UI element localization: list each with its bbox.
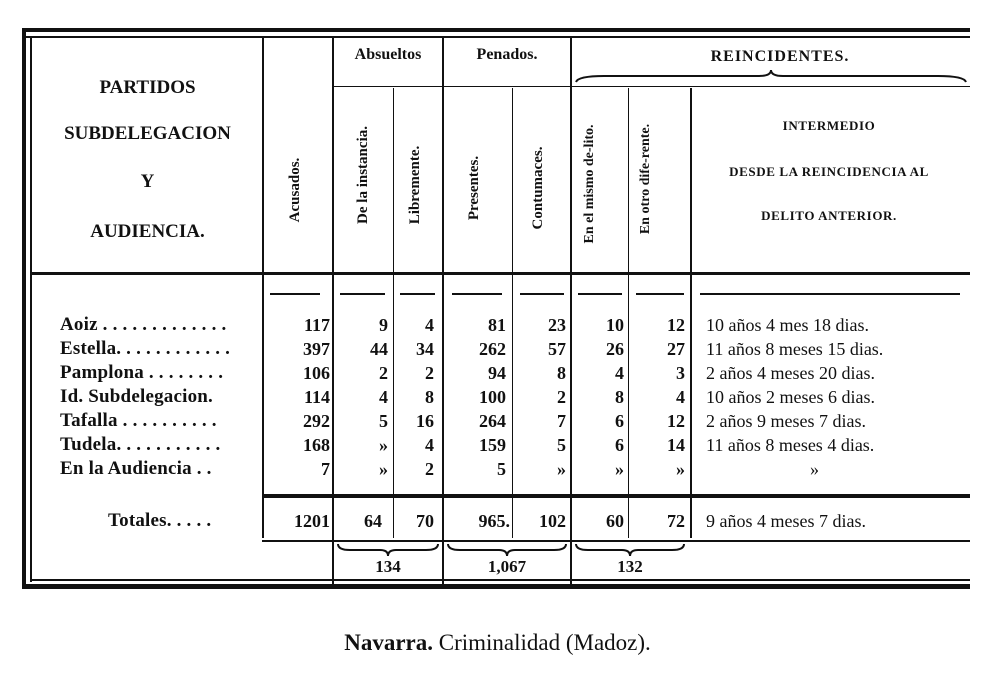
contumaces-cell: 57 [548,339,566,359]
header-dash [578,293,622,295]
bottom-border-inner [30,579,970,581]
absueltos-header: Absueltos [354,46,422,63]
instancia-cell: 4 [379,387,388,407]
instancia-cell: 2 [379,363,388,383]
totals-intermedio: 9 años 4 meses 7 dias. [706,511,866,531]
figure-caption [0,630,995,656]
contumaces-cell: 23 [548,315,566,335]
presentes-cell: 81 [488,315,506,335]
otro-cell: » [676,459,685,479]
reincidentes-underline [572,86,970,87]
header-dash [636,293,684,295]
intermedio-cell: » [810,459,819,479]
intermedio-cell: 11 años 8 meses 4 dias. [706,435,875,455]
totals-rule-top [262,494,970,498]
libremente-cell: 8 [425,387,434,407]
otro-cell: 27 [667,339,685,359]
mismo-cell: 6 [615,411,624,431]
libremente-cell: 4 [425,435,434,455]
acusados-header: Acusados. [287,157,303,223]
presentes-cell: 100 [479,387,506,407]
reincidentes-header: REINCIDENTES. [710,48,850,65]
intermedio-header [694,118,964,224]
libremente-cell: 4 [425,315,434,335]
subtotal-absueltos: 134 [375,557,401,576]
instancia-cell: 44 [370,339,388,359]
libremente-cell: 34 [416,339,434,359]
libremente-cell: 2 [425,459,434,479]
acusados-cell: 292 [303,411,330,431]
acusados-cell: 117 [303,315,330,335]
libremente-cell: 16 [416,411,434,431]
totals-otro: 72 [667,511,685,531]
top-border [22,28,970,32]
instancia-cell: 5 [379,411,388,431]
presentes-cell: 94 [488,363,506,383]
totals-contumaces: 102 [539,511,566,531]
instancia-cell: » [379,435,388,455]
acusados-cell: 106 [303,363,330,383]
contumaces-header: Contumaces. [530,146,546,230]
bottom-border [22,584,970,589]
row-name: Tafalla . . . . . . . . . . [60,410,217,431]
otro-cell: 12 [667,411,685,431]
contumaces-cell: » [557,459,566,479]
header-rule [32,272,970,275]
penados-underline [444,86,570,87]
caption-rest: Criminalidad (Madoz). [432,630,651,655]
absueltos-underline [334,86,442,87]
mismo-cell: » [615,459,624,479]
presentes-header: Presentes. [466,155,482,221]
contumaces-cell: 8 [557,363,566,383]
mismo-cell: 6 [615,435,624,455]
mismo-delito-header: En el mismo de-lito. [582,124,597,244]
row-name: Aoiz . . . . . . . . . . . . . [60,314,227,335]
intermedio-cell: 2 años 9 meses 7 dias. [706,411,866,431]
partidos-line-4: AUDIENCIA. [90,221,205,242]
partidos-line-2: SUBDELEGACION [64,123,231,144]
partidos-header [40,62,255,254]
intermedio-cell: 10 años 2 meses 6 dias. [706,387,875,407]
otro-cell: 3 [676,363,685,383]
presentes-cell: 264 [479,411,506,431]
mismo-cell: 8 [615,387,624,407]
totals-label: Totales. . . . . [108,510,212,531]
presentes-cell: 5 [497,459,506,479]
header-dash [520,293,564,295]
instancia-header: De la instancia. [355,126,371,224]
instancia-cell: 9 [379,315,388,335]
row-name: Estella. . . . . . . . . . . . [60,338,231,359]
intermedio-line-3: DELITO ANTERIOR. [761,208,897,223]
mismo-cell: 10 [606,315,624,335]
presentes-cell: 159 [479,435,506,455]
reincidentes-brace [574,542,686,558]
caption-bold: Navarra. [344,630,433,655]
partidos-line-3: Y [140,171,155,192]
acusados-cell: 114 [303,387,330,407]
intermedio-cell: 2 años 4 meses 20 dias. [706,363,875,383]
otro-cell: 14 [667,435,685,455]
header-dash [700,293,960,295]
absueltos-brace [336,542,440,558]
intermedio-line-2: DESDE LA REINCIDENCIA AL [729,164,929,179]
row-name: Tudela. . . . . . . . . . . [60,434,221,455]
presentes-cell: 262 [479,339,506,359]
partidos-line-1: PARTIDOS [99,77,196,98]
instancia-cell: » [379,459,388,479]
penados-header: Penados. [476,46,538,63]
totals-libremente: 70 [416,511,434,531]
col-sep-6 [570,38,572,584]
contumaces-cell: 5 [557,435,566,455]
left-border-inner [30,36,32,582]
subtotal-penados: 1,067 [487,557,527,576]
mismo-cell: 4 [615,363,624,383]
totals-presentes: 965. [478,511,510,531]
col-sep-8 [690,88,692,538]
header-dash [452,293,502,295]
header-dash [400,293,435,295]
intermedio-line-1: INTERMEDIO [782,118,876,133]
row-name: Pamplona . . . . . . . . [60,362,224,383]
libremente-cell: 2 [425,363,434,383]
otro-diferente-header: En otro dife-rente. [638,123,653,235]
row-name: En la Audiencia . . [60,458,212,479]
otro-cell: 12 [667,315,685,335]
col-sep-2 [332,38,334,584]
mismo-cell: 26 [606,339,624,359]
totals-acusados: 1201 [294,511,330,531]
intermedio-cell: 11 años 8 meses 15 dias. [706,339,884,359]
header-dash [340,293,385,295]
otro-cell: 4 [676,387,685,407]
left-border [22,28,26,588]
acusados-cell: 7 [321,459,330,479]
top-border-inner [22,36,970,38]
penados-brace [446,542,568,558]
col-sep-4 [442,38,444,584]
intermedio-cell: 10 años 4 mes 18 dias. [706,315,869,335]
reincidentes-header-brace [574,68,968,86]
totals-instancia: 64 [364,511,382,531]
contumaces-cell: 2 [557,387,566,407]
row-name: Id. Subdelegacion. [60,386,214,407]
contumaces-cell: 7 [557,411,566,431]
acusados-cell: 397 [303,339,330,359]
libremente-header: Libremente. [407,145,423,225]
totals-mismo: 60 [606,511,624,531]
acusados-cell: 168 [303,435,330,455]
subtotal-reincidentes: 132 [617,557,643,576]
header-dash [270,293,320,295]
